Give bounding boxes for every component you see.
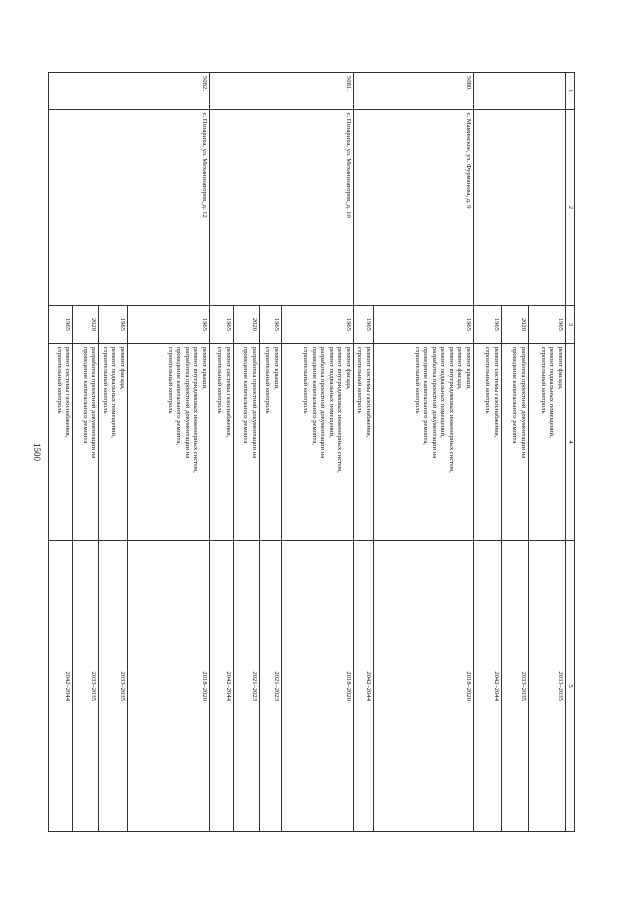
year-cell: 2020 xyxy=(501,306,528,344)
work-item: проведение капитального ремонта xyxy=(242,346,250,444)
period-cell: 2033–2035 xyxy=(501,541,528,832)
work-item: ремонт внутридомовых инженерных систем, xyxy=(192,346,200,473)
repair-schedule-table xyxy=(48,72,575,832)
work-item: проведение капитального ремонта xyxy=(81,346,89,444)
object-number-cell: 5080. xyxy=(353,73,473,110)
work-item: строительный контроль xyxy=(539,346,547,414)
period-cell: 2018–2020 xyxy=(281,541,353,832)
works-cell xyxy=(373,343,473,541)
works-cell xyxy=(99,343,127,541)
year-cell: 1965 xyxy=(259,306,281,344)
work-item: ремонт крыши, xyxy=(464,346,472,390)
works-cell xyxy=(233,343,259,541)
year-cell: 1965 xyxy=(281,306,353,344)
object-number-cell xyxy=(473,73,565,110)
work-item: проведение капитального ремонта xyxy=(511,346,519,444)
period-cell: 2018–2020 xyxy=(373,541,473,832)
table-row xyxy=(127,73,209,832)
table-row xyxy=(373,73,473,832)
column-header: 4 xyxy=(565,343,574,541)
work-item: строительный контроль xyxy=(302,346,310,414)
period-cell: 2021–2023 xyxy=(259,541,281,832)
work-item: ремонт крыши, xyxy=(272,346,280,390)
period-cell: 2042–2044 xyxy=(209,541,233,832)
period-cell: 2033–2035 xyxy=(528,541,565,832)
year-cell: 1965 xyxy=(353,306,373,344)
works-cell xyxy=(209,343,233,541)
table-body xyxy=(49,73,565,832)
year-cell: 1965 xyxy=(209,306,233,344)
work-item: разработка проектной документации на xyxy=(90,346,98,459)
page-number: 1500 xyxy=(32,443,42,461)
work-item: строительный контроль xyxy=(484,346,492,414)
table-row xyxy=(281,73,353,832)
work-item: ремонт подвальных помещений, xyxy=(439,346,447,438)
period-cell: 2042–2044 xyxy=(353,541,373,832)
address-cell: с. Позариха, ул. Механизаторов, д. 12 xyxy=(49,109,209,306)
year-cell: 1965 xyxy=(373,306,473,344)
year-cell: 1965 xyxy=(49,306,73,344)
year-cell: 1965 xyxy=(473,306,501,344)
work-item: строительный контроль xyxy=(216,346,224,414)
period-cell: 2018–2020 xyxy=(127,541,209,832)
address-cell: с. Позариха, ул. Механизаторов, д. 10 xyxy=(209,109,353,306)
work-item: ремонт фасада, xyxy=(344,346,352,390)
object-number-cell: 5081. xyxy=(209,73,353,110)
work-item: строительный контроль xyxy=(101,346,109,414)
works-cell xyxy=(259,343,281,541)
year-cell: 1965 xyxy=(528,306,565,344)
column-header: 2 xyxy=(565,109,574,306)
works-cell xyxy=(501,343,528,541)
work-item: разработка проектной документации на xyxy=(519,346,527,459)
object-number-cell: 5082. xyxy=(49,73,209,110)
works-cell xyxy=(49,343,73,541)
work-item: разработка проектной документации на xyxy=(250,346,258,459)
work-item: разработка проектной документации на xyxy=(319,346,327,459)
work-item: ремонт внутридомовых инженерных систем, xyxy=(336,346,344,473)
work-item: строительный контроль xyxy=(413,346,421,414)
work-item: строительный контроль xyxy=(264,346,272,414)
work-item: ремонт фасада, xyxy=(556,346,564,390)
work-item: ремонт подвальных помещений, xyxy=(548,346,556,438)
period-cell: 2033–2035 xyxy=(73,541,99,832)
works-cell xyxy=(73,343,99,541)
work-item: ремонт фасада, xyxy=(118,346,126,390)
period-cell: 2042–2044 xyxy=(473,541,501,832)
work-item: ремонт системы газоснабжения, xyxy=(64,346,72,438)
work-item: строительный контроль xyxy=(356,346,364,414)
column-header: 1 xyxy=(565,73,574,110)
work-item: ремонт крыши, xyxy=(200,346,208,390)
works-cell xyxy=(127,343,209,541)
works-cell xyxy=(473,343,501,541)
work-item: ремонт подвальных помещений, xyxy=(327,346,335,438)
works-cell xyxy=(528,343,565,541)
work-item: ремонт подвальных помещений, xyxy=(110,346,118,438)
work-item: ремонт внутридомовых инженерных систем, xyxy=(447,346,455,473)
work-item: проведение капитального ремонта, xyxy=(175,346,183,445)
table-row xyxy=(528,73,565,832)
work-item: ремонт системы газоснабжения, xyxy=(224,346,232,438)
year-cell: 2020 xyxy=(73,306,99,344)
year-cell: 2020 xyxy=(233,306,259,344)
work-item: проведение капитального ремонта, xyxy=(310,346,318,445)
work-item: разработка проектной документации на xyxy=(430,346,438,459)
column-header: 3 xyxy=(565,306,574,344)
works-cell xyxy=(353,343,373,541)
address-cell: с. Маминское, ул. Фурманова, д. 9 xyxy=(353,109,473,306)
rotated-sheet xyxy=(55,72,575,832)
column-header-row xyxy=(565,73,574,832)
year-cell: 1965 xyxy=(99,306,127,344)
period-cell: 2042–2044 xyxy=(49,541,73,832)
works-cell xyxy=(281,343,353,541)
year-cell: 1965 xyxy=(127,306,209,344)
work-item: ремонт системы газоснабжения, xyxy=(364,346,372,438)
period-cell: 2021–2023 xyxy=(233,541,259,832)
work-item: разработка проектной документации на xyxy=(183,346,191,459)
address-cell xyxy=(473,109,565,306)
work-item: проведение капитального ремонта, xyxy=(422,346,430,445)
work-item: строительный контроль xyxy=(166,346,174,414)
column-header: 5 xyxy=(565,541,574,832)
work-item: строительный контроль xyxy=(55,346,63,414)
work-item: ремонт системы газоснабжения, xyxy=(492,346,500,438)
work-item: ремонт фасада, xyxy=(456,346,464,390)
period-cell: 2033–2035 xyxy=(99,541,127,832)
